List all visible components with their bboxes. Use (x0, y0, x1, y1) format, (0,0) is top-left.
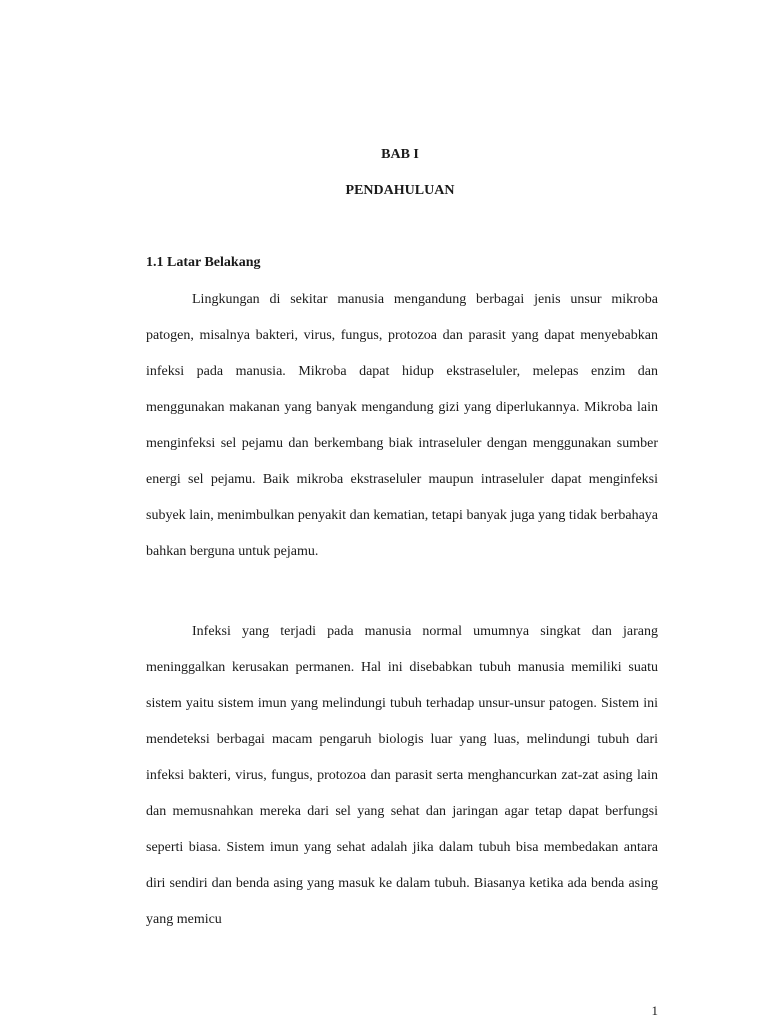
paragraph: Infeksi yang terjadi pada manusia normal umumnya singkat dan jarang meninggalkan kerusakan permanen. Hal ini disebabkan tubuh manusia memiliki suatu sistem yaitu sistem imun yang melindungi tubuh terhadap unsur-unsur patogen. Sistem ini mendeteksi berbagai macam pengaruh biologis luar yang luas, melindungi tubuh dari infeksi bakteri, virus, fungus, protozoa dan parasit serta menghancurkan zat-zat asing lain dan memusnahkan mereka dari sel yang sehat dan jaringan agar tetap dapat berfungsi seperti biasa. Sistem imun yang sehat adalah jika dalam tubuh bisa membedakan antara diri sendiri dan benda asing yang masuk ke dalam tubuh. Biasanya ketika ada benda asing yang memicu (146, 624, 658, 927)
section-heading: 1.1 Latar Belakang (146, 255, 261, 270)
paragraph: Lingkungan di sekitar manusia mengandung berbagai jenis unsur mikroba patogen, misalnya bakteri, virus, fungus, protozoa dan parasit yang dapat menyebabkan infeksi pada manusia. Mikroba dapat hidup ekstraseluler, melepas enzim dan menggunakan makanan yang banyak mengandung gizi yang diperlukannya. Mikroba lain menginfeksi sel pejamu dan berkembang biak intraseluler dengan menggunakan sumber energi sel pejamu. Baik mikroba ekstraseluler maupun intraseluler dapat menginfeksi subyek lain, menimbulkan penyakit dan kematian, tetapi banyak juga yang tidak berbahaya bahkan berguna untuk pejamu. (146, 292, 658, 559)
chapter-number: BAB I (381, 147, 419, 162)
page-number: 1 (651, 1003, 658, 1018)
chapter-title: PENDAHULUAN (345, 183, 455, 198)
